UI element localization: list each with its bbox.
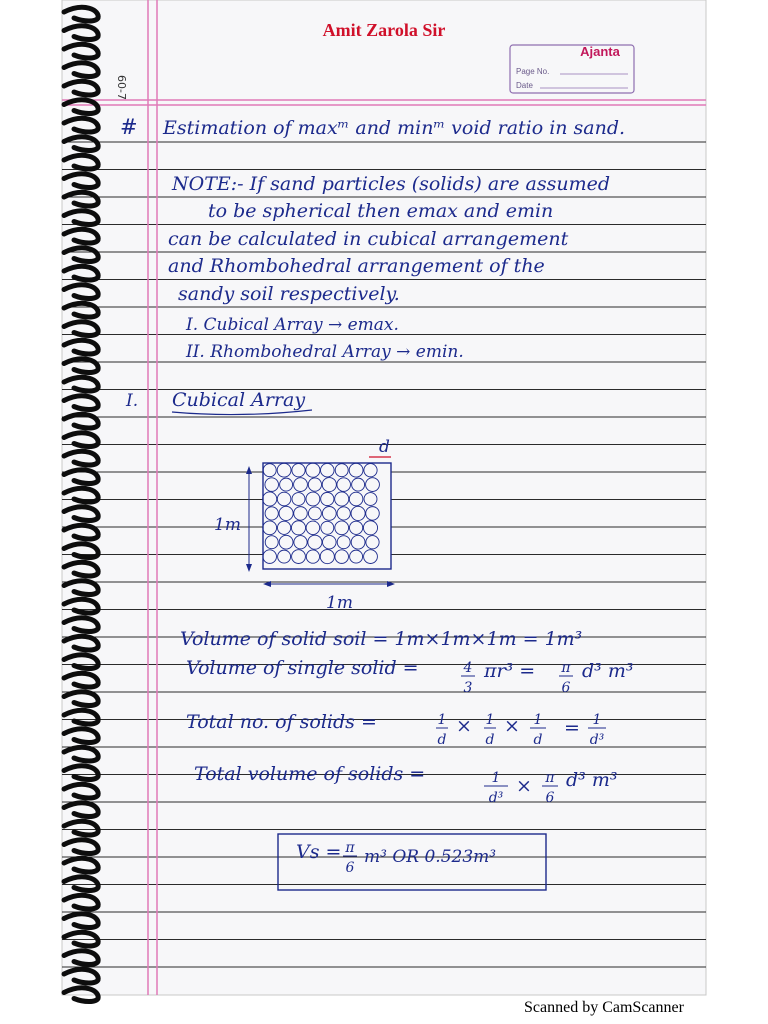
note-line-1: NOTE:- If sand particles (solids) are assumed [172, 173, 611, 195]
note-line-2: to be spherical then emax and emin [208, 200, 554, 222]
frac-1-d-b-den: d [485, 732, 495, 748]
frac-pi-6b-den: 6 [545, 790, 555, 806]
diagram-top-label: d [379, 437, 390, 457]
heading-marker: # [120, 115, 138, 139]
eq-volume-soil: Volume of solid soil = 1m×1m×1m = 1m³ [180, 628, 583, 650]
note-line-3: can be calculated in cubical arrangement [168, 228, 569, 250]
note-line-4: and Rhombohedral arrangement of the [168, 255, 545, 277]
frac-1-d-c-den: d [533, 732, 543, 748]
times-3: × [516, 775, 532, 797]
diagram-side-label: 1m [214, 515, 241, 535]
note-item-2: II. Rhombohedral Array → emin. [186, 342, 464, 362]
stamp-brand: Ajanta [580, 44, 620, 59]
section-marker: I. [126, 391, 139, 411]
eq-total-no-prefix: Total no. of solids = [186, 711, 377, 733]
frac-1-d3b-den: d³ [488, 790, 504, 806]
frac-1-d3b-num: 1 [491, 770, 501, 786]
frac-1-d-b-num: 1 [485, 712, 495, 728]
note-item-1: I. Cubical Array → emax. [186, 315, 399, 335]
eq-pi-r3: πr³ = [484, 660, 536, 682]
frac-1-d3-num: 1 [592, 712, 602, 728]
boxed-frac-den: 6 [345, 860, 355, 876]
margin-number: 60-7 [115, 75, 128, 100]
eq-volume-single-prefix: Volume of single solid = [186, 657, 419, 679]
page-no-label: Page No. [516, 67, 550, 76]
frac-pi-6-num: π [561, 660, 571, 676]
boxed-frac-num: π [345, 840, 355, 856]
frac-4-3-den: 3 [463, 680, 473, 696]
frac-1-d-c-num: 1 [533, 712, 543, 728]
boxed-rest: m³ OR 0.523m³ [364, 847, 497, 867]
eq-d3-m3-b: d³ m³ [566, 769, 618, 791]
author-title: Amit Zarola Sir [322, 20, 446, 40]
frac-1-d-a-num: 1 [437, 712, 447, 728]
frac-1-d-a-den: d [437, 732, 447, 748]
scanner-watermark: Scanned by CamScanner [524, 999, 684, 1016]
frac-pi-6-den: 6 [561, 680, 571, 696]
equals-1: = [564, 717, 580, 739]
boxed-vs: Vs = [296, 841, 342, 863]
diagram-bottom-label: 1m [326, 593, 353, 613]
date-label: Date [516, 81, 533, 90]
note-line-5: sandy soil respectively. [178, 283, 400, 305]
frac-1-d3-den: d³ [589, 732, 605, 748]
heading-text: Estimation of maxᵐ and minᵐ void ratio in sand. [163, 117, 626, 139]
eq-d3-m3: d³ m³ [582, 660, 634, 682]
eq-total-vol-prefix: Total volume of solids = [194, 763, 426, 785]
times-1: × [456, 715, 472, 737]
times-2: × [504, 715, 520, 737]
frac-4-3-num: 4 [463, 660, 473, 676]
frac-pi-6b-num: π [545, 770, 555, 786]
section-title: Cubical Array [172, 389, 306, 411]
